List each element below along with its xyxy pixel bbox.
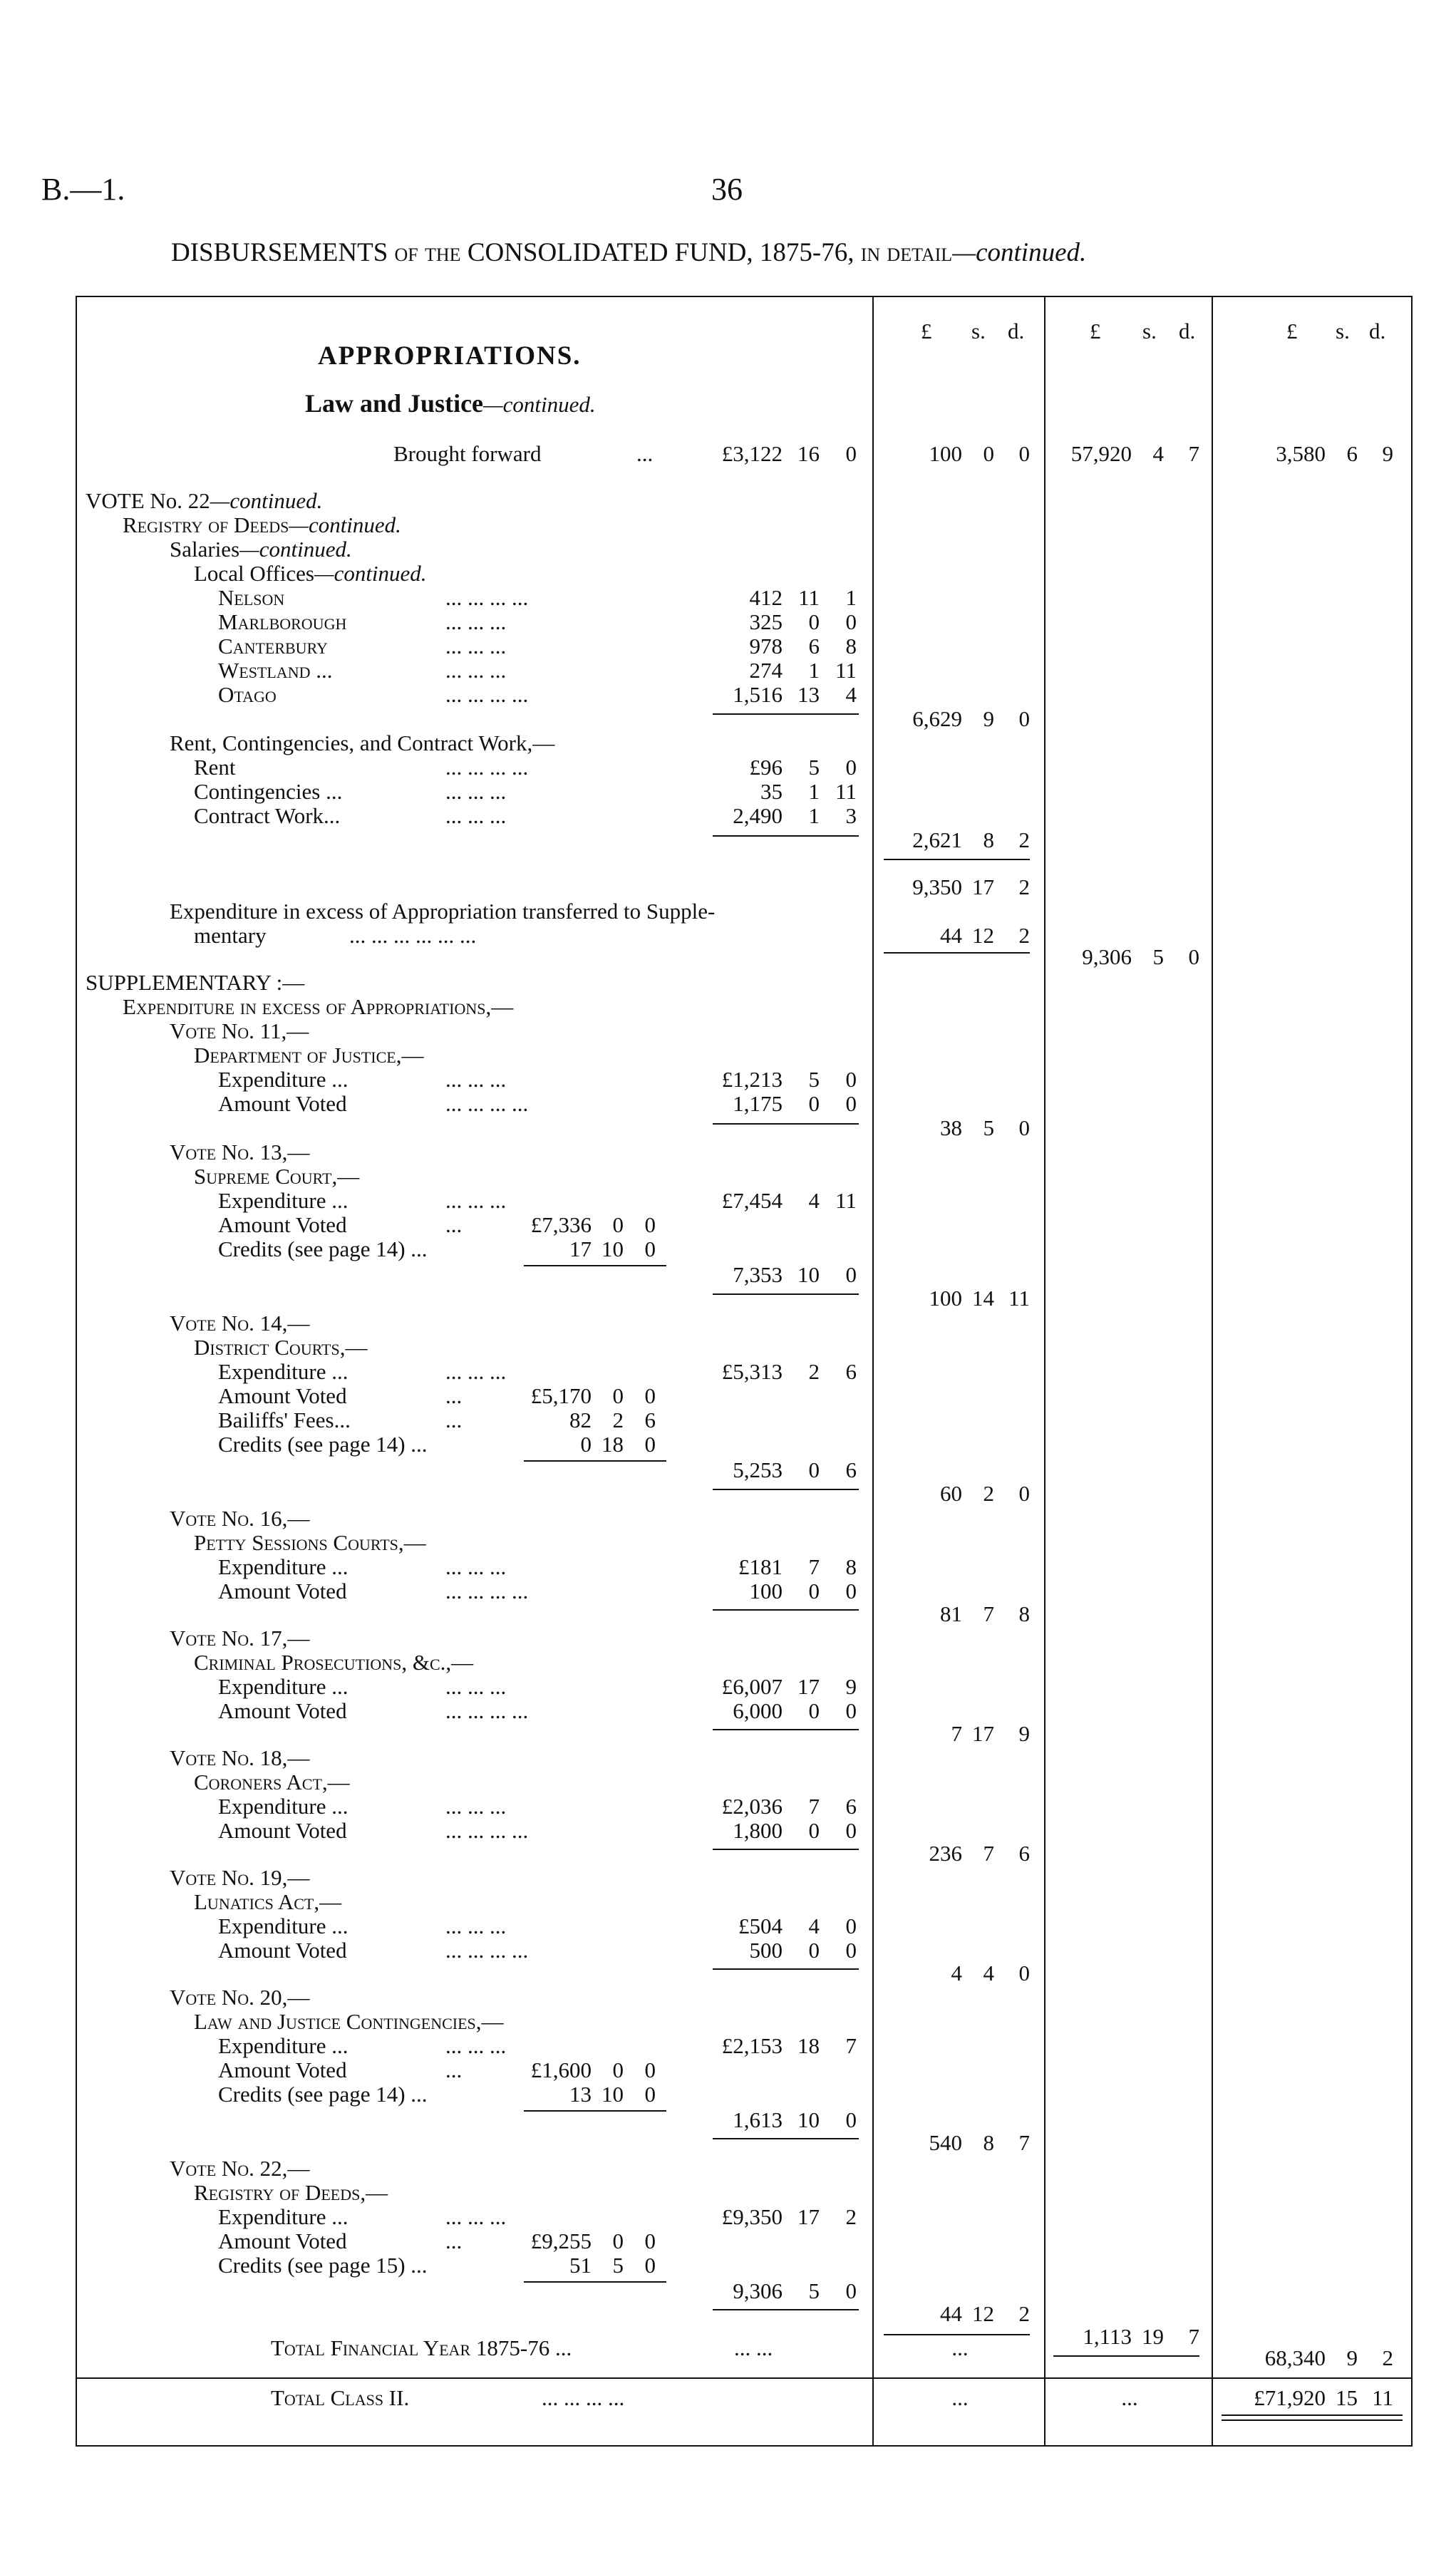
credits-shillings: 5 [612,2253,624,2278]
col2-shilling-header: s. [1142,319,1157,344]
amount-voted-pounds: 500 [749,1938,783,1963]
excess-pence: 0 [1018,1961,1030,1985]
contingencies-pounds: 35 [760,779,783,804]
expenditure-label: Expenditure ... [218,2204,348,2229]
vote-label: Vote No. 18,— [170,1745,310,1770]
office-pence: 4 [845,682,857,707]
department-label: Criminal Prosecutions, &c.,— [194,1650,474,1675]
contract-work-shillings: 1 [808,803,820,828]
dots: ... ... ... [445,1359,507,1384]
expenditure-label: Expenditure ... [218,1554,348,1579]
dots: ... ... ... ... [445,682,529,707]
excess-shillings: 12 [972,923,994,948]
net-voted-pence: 0 [845,2107,857,2132]
vote-label: Vote No. 19,— [170,1865,310,1890]
amount-voted-label: Amount Voted [218,1383,347,1408]
office-pence: 11 [835,658,857,683]
dots: ... ... ... [445,1554,507,1579]
contingencies-label: Contingencies ... [194,779,343,804]
total-financial-year-pounds: 68,340 [1264,2345,1326,2370]
document-reference: B.—1. [41,172,125,207]
vote22-net-shillings: 5 [1152,944,1164,969]
dots: ... [951,2335,969,2360]
page-title: DISBURSEMENTS of the CONSOLIDATED FUND, 1875-76, in detail—continued. [171,238,1087,267]
rent-total-shillings: 8 [983,827,994,852]
dots: ... ... ... ... [445,1938,529,1963]
vote-label: Vote No. 20,— [170,1985,310,2010]
amount-voted-pence: 0 [644,1212,656,1237]
amount-voted-shillings: 0 [612,2057,624,2082]
expenditure-pounds: £504 [738,1913,783,1938]
net-voted-shillings: 0 [808,1457,820,1482]
department-label: District Courts,— [194,1335,368,1360]
office-pence: 0 [845,609,857,634]
bf-c2-shillings: 4 [1152,441,1164,466]
bf-a-shillings: 16 [797,441,820,466]
office-pounds: 274 [749,658,783,683]
rent-heading: Rent, Contingencies, and Contract Work,— [170,730,555,755]
dots: ... ... ... ... [445,585,529,610]
office-shillings: 1 [808,658,820,683]
expenditure-pence: 7 [845,2033,857,2058]
total-class-pence: 11 [1372,2385,1393,2410]
col2-pound-header: £ [1090,319,1101,344]
dots: ... ... ... ... ... ... [349,923,477,948]
total-class-shillings: 15 [1336,2385,1358,2410]
amount-voted-shillings: 0 [808,1938,820,1963]
net-voted-shillings: 10 [797,2107,820,2132]
excess-shillings: 2 [983,1481,994,1506]
credits-label: Credits (see page 15) ... [218,2253,428,2278]
dots: ... [445,2228,463,2253]
net-voted-pounds: 7,353 [733,1262,783,1287]
vote22-net-pence: 0 [1188,944,1199,969]
expenditure-pence: 11 [835,1188,857,1213]
credits-pence: 0 [644,2253,656,2278]
supplementary-total-pence: 7 [1188,2324,1199,2349]
total-financial-year-shillings: 9 [1346,2345,1358,2370]
office-shillings: 0 [808,609,820,634]
dots: ... ... ... [445,1188,507,1213]
expenditure-pence: 6 [845,1359,857,1384]
office-pence: 1 [845,585,857,610]
amount-voted-shillings: 0 [612,1212,624,1237]
credits-label: Credits (see page 14) ... [218,1432,428,1457]
excess-shillings: 8 [983,2130,994,2155]
rent-total-pounds: 2,621 [912,827,962,852]
credits-pounds: 51 [569,2253,592,2278]
registry-heading: Registry of Deeds—continued. [123,512,401,537]
amount-voted-shillings: 0 [612,2228,624,2253]
excess-pounds: 81 [940,1601,962,1626]
offices-total-pounds: 6,629 [912,706,962,731]
excess-pounds: 7 [951,1721,962,1746]
amount-voted-label: Amount Voted [218,1091,347,1116]
department-label: Supreme Court,— [194,1164,360,1189]
department-label: Coroners Act,— [194,1770,350,1794]
expenditure-pounds: £7,454 [721,1188,783,1213]
total-financial-year-label: Total Financial Year 1875-76 ... [271,2335,572,2360]
amount-voted-pounds: £7,336 [530,1212,592,1237]
dots: ... ... [734,2335,773,2360]
dots: ... ... ... [445,634,507,658]
supplementary-subheading: Expenditure in excess of Appropriations,— [123,994,514,1019]
vote-label: Vote No. 17,— [170,1626,310,1651]
amount-voted-pence: 0 [644,1383,656,1408]
department-label: Law and Justice Contingencies,— [194,2009,504,2034]
dots: ... ... ... [445,1794,507,1819]
credits-pounds: 17 [569,1236,592,1261]
department-label: Lunatics Act,— [194,1889,342,1914]
net-voted-pence: 0 [845,2278,857,2303]
expenditure-pence: 0 [845,1913,857,1938]
rent-pence: 0 [845,755,857,780]
net-voted-pounds: 9,306 [733,2278,783,2303]
credits-pounds: 0 [580,1432,592,1457]
expenditure-pounds: £6,007 [721,1674,783,1699]
office-shillings: 6 [808,634,820,658]
col3-pound-header: £ [1286,319,1298,344]
amount-voted-pounds: 6,000 [733,1698,783,1723]
contract-work-pence: 3 [845,803,857,828]
vote-label: Vote No. 16,— [170,1506,310,1531]
credits-label: Credits (see page 14) ... [218,1236,428,1261]
expenditure-pence: 6 [845,1794,857,1819]
dots: ... [1121,2385,1138,2410]
col1-shilling-header: s. [971,319,986,344]
rent-pounds: £96 [749,755,783,780]
total-financial-year-pence: 2 [1382,2345,1393,2370]
bailiffs-fees-pence: 6 [644,1408,656,1432]
credits-label: Credits (see page 14) ... [218,2082,428,2107]
net-voted-pounds: 1,613 [733,2107,783,2132]
rent-shillings: 5 [808,755,820,780]
bf-a-pence: 0 [845,441,857,466]
dots: ... ... ... [445,1067,507,1092]
office-name: Otago [218,682,277,707]
excess-pence: 9 [1018,1721,1030,1746]
expenditure-shillings: 2 [808,1359,820,1384]
vote-label: Vote No. 13,— [170,1140,310,1164]
net-voted-pence: 6 [845,1457,857,1482]
expenditure-pounds: £9,350 [721,2204,783,2229]
amount-voted-pence: 0 [845,1818,857,1843]
net-voted-pence: 0 [845,1262,857,1287]
bf-c2-pence: 7 [1188,441,1199,466]
amount-voted-shillings: 0 [808,1579,820,1603]
excess-shillings: 5 [983,1115,994,1140]
supplementary-total-pounds: 1,113 [1083,2324,1132,2349]
offices-total-shillings: 9 [983,706,994,731]
amount-voted-shillings: 0 [612,1383,624,1408]
expenditure-shillings: 17 [797,1674,820,1699]
credits-pence: 0 [644,2082,656,2107]
supplementary-heading: SUPPLEMENTARY :— [86,970,305,995]
excess-pence: 6 [1018,1841,1030,1866]
excess-pounds: 236 [929,1841,962,1866]
office-shillings: 13 [797,682,820,707]
office-name: Canterbury [218,634,328,658]
excess-pounds: 4 [951,1961,962,1985]
office-pounds: 325 [749,609,783,634]
expenditure-label: Expenditure ... [218,2033,348,2058]
excess-shillings: 4 [983,1961,994,1985]
amount-voted-label: Amount Voted [218,1938,347,1963]
col1-pence-header: d. [1008,319,1025,344]
excess-pounds: 60 [940,1481,962,1506]
excess-shillings: 14 [972,1286,994,1311]
bf-c3-pence: 9 [1382,441,1393,466]
dots: ... ... ... ... [445,1698,529,1723]
excess-pounds: 44 [940,2301,962,2326]
bf-c1-shillings: 0 [983,441,994,466]
expenditure-label: Expenditure ... [218,1794,348,1819]
net-voted-pounds: 5,253 [733,1457,783,1482]
office-name: Westland ... [218,658,333,683]
dots: ... [445,1212,463,1237]
dots: ... ... ... ... [445,1818,529,1843]
expenditure-shillings: 7 [808,1794,820,1819]
amount-voted-pounds: 1,175 [733,1091,783,1116]
dots: ... ... ... ... [445,1091,529,1116]
excess-pence: 11 [1008,1286,1030,1311]
offices-total-pence: 0 [1018,706,1030,731]
expenditure-pounds: £5,313 [721,1359,783,1384]
excess-pence: 8 [1018,1601,1030,1626]
amount-voted-shillings: 0 [808,1698,820,1723]
expenditure-label: Expenditure ... [218,1067,348,1092]
dots: ... [445,1408,463,1432]
expenditure-label: Expenditure ... [218,1674,348,1699]
net-voted-shillings: 10 [797,1262,820,1287]
amount-voted-pence: 0 [845,1698,857,1723]
bf-a-pounds: £3,122 [721,441,783,466]
bf-c3-shillings: 6 [1346,441,1358,466]
brought-forward-label: Brought forward [393,441,542,466]
excess-shillings: 7 [983,1841,994,1866]
dots: ... ... ... ... [445,755,529,780]
amount-voted-label: Amount Voted [218,2228,347,2253]
expenditure-shillings: 17 [797,2204,820,2229]
total-class-label: Total Class II. [271,2385,410,2410]
col2-pence-header: d. [1179,319,1196,344]
col3-shilling-header: s. [1336,319,1350,344]
expenditure-shillings: 4 [808,1913,820,1938]
office-shillings: 11 [798,585,820,610]
vote22-heading: VOTE No. 22—continued. [86,488,323,513]
contract-work-pounds: 2,490 [733,803,783,828]
credits-shillings: 10 [601,2082,624,2107]
bf-c3-pounds: 3,580 [1276,441,1326,466]
expenditure-shillings: 4 [808,1188,820,1213]
dots: ... ... ... [445,658,507,683]
amount-voted-shillings: 0 [808,1818,820,1843]
department-label: Petty Sessions Courts,— [194,1530,426,1555]
bf-c1-pence: 0 [1018,441,1030,466]
amount-voted-label: Amount Voted [218,2057,347,2082]
excess-pounds: 38 [940,1115,962,1140]
credits-pence: 0 [644,1236,656,1261]
office-pounds: 1,516 [733,682,783,707]
amount-voted-label: Amount Voted [218,1698,347,1723]
vote22-grand-pence: 2 [1018,874,1030,899]
dots: ... ... ... [445,2204,507,2229]
amount-voted-pence: 0 [644,2057,656,2082]
amount-voted-label: Amount Voted [218,1212,347,1237]
expenditure-pounds: £1,213 [721,1067,783,1092]
local-offices-heading: Local Offices—continued. [194,561,427,586]
dots: ... ... ... [445,1913,507,1938]
vote-label: Vote No. 14,— [170,1311,310,1336]
dots: ... ... ... [445,1674,507,1699]
dots: ... ... ... [445,779,507,804]
salaries-heading: Salaries—continued. [170,537,352,562]
excess-shillings: 12 [972,2301,994,2326]
amount-voted-pounds: £5,170 [530,1383,592,1408]
vote22-grand-pounds: 9,350 [912,874,962,899]
bailiffs-fees-label: Bailiffs' Fees... [218,1408,351,1432]
office-name: Marlborough [218,609,347,634]
dots: ... [445,1383,463,1408]
expenditure-pounds: £181 [738,1554,783,1579]
col3-pence-header: d. [1369,319,1386,344]
rent-total-pence: 2 [1018,827,1030,852]
page-number: 36 [711,172,743,207]
amount-voted-pence: 0 [845,1091,857,1116]
office-pounds: 978 [749,634,783,658]
excess-pence: 0 [1018,1481,1030,1506]
expenditure-label: Expenditure ... [218,1913,348,1938]
expenditure-shillings: 5 [808,1067,820,1092]
contingencies-shillings: 1 [808,779,820,804]
expenditure-pence: 8 [845,1554,857,1579]
amount-voted-pence: 0 [845,1938,857,1963]
expenditure-pounds: £2,153 [721,2033,783,2058]
supplementary-total-shillings: 19 [1142,2324,1164,2349]
dots: ... [636,441,654,466]
contingencies-pence: 11 [835,779,857,804]
excess-pence: 2 [1018,2301,1030,2326]
excess-label-line1: Expenditure in excess of Appropriation transferred to Supple- [170,899,716,924]
expenditure-pence: 9 [845,1674,857,1699]
credits-shillings: 10 [601,1236,624,1261]
credits-shillings: 18 [601,1432,624,1457]
expenditure-pence: 2 [845,2204,857,2229]
expenditure-label: Expenditure ... [218,1359,348,1384]
dots: ... [445,2057,463,2082]
rent-label: Rent [194,755,236,780]
dots: ... ... ... [445,609,507,634]
expenditure-pounds: £2,036 [721,1794,783,1819]
amount-voted-pounds: £1,600 [530,2057,592,2082]
expenditure-shillings: 7 [808,1554,820,1579]
vote22-net-pounds: 9,306 [1082,944,1132,969]
excess-pence: 0 [1018,1115,1030,1140]
dots: ... ... ... [445,803,507,828]
excess-pence: 7 [1018,2130,1030,2155]
excess-pounds: 44 [940,923,962,948]
section-subheading: Law and Justice—continued. [305,389,596,418]
total-class-pounds: £71,920 [1254,2385,1326,2410]
amount-voted-label: Amount Voted [218,1579,347,1603]
department-label: Department of Justice,— [194,1043,424,1068]
amount-voted-pounds: 1,800 [733,1818,783,1843]
credits-pence: 0 [644,1432,656,1457]
vote22-grand-shillings: 17 [972,874,994,899]
expenditure-shillings: 18 [797,2033,820,2058]
amount-voted-pence: 0 [845,1579,857,1603]
department-label: Registry of Deeds,— [194,2180,388,2205]
bailiffs-fees-pounds: 82 [569,1408,592,1432]
office-pence: 8 [845,634,857,658]
excess-label-line2: mentary [194,923,267,948]
office-pounds: 412 [749,585,783,610]
excess-shillings: 7 [983,1601,994,1626]
excess-pounds: 540 [929,2130,962,2155]
bf-c1-pounds: 100 [929,441,962,466]
excess-pounds: 100 [929,1286,962,1311]
dots: ... ... ... ... [542,2385,625,2410]
amount-voted-pounds: 100 [749,1579,783,1603]
amount-voted-pounds: £9,255 [530,2228,592,2253]
section-heading: APPROPRIATIONS. [318,341,582,371]
dots: ... ... ... [445,2033,507,2058]
dots: ... [951,2385,969,2410]
dots: ... ... ... ... [445,1579,529,1603]
vote-label: Vote No. 22,— [170,2156,310,2181]
amount-voted-shillings: 0 [808,1091,820,1116]
excess-shillings: 17 [972,1721,994,1746]
amount-voted-label: Amount Voted [218,1818,347,1843]
excess-pence: 2 [1018,923,1030,948]
vote-label: Vote No. 11,— [170,1018,309,1043]
bf-c2-pounds: 57,920 [1070,441,1132,466]
bailiffs-fees-shillings: 2 [612,1408,624,1432]
credits-pounds: 13 [569,2082,592,2107]
col1-pound-header: £ [921,319,932,344]
amount-voted-pence: 0 [644,2228,656,2253]
expenditure-label: Expenditure ... [218,1188,348,1213]
expenditure-pence: 0 [845,1067,857,1092]
office-name: Nelson [218,585,285,610]
contract-work-label: Contract Work... [194,803,341,828]
net-voted-shillings: 5 [808,2278,820,2303]
